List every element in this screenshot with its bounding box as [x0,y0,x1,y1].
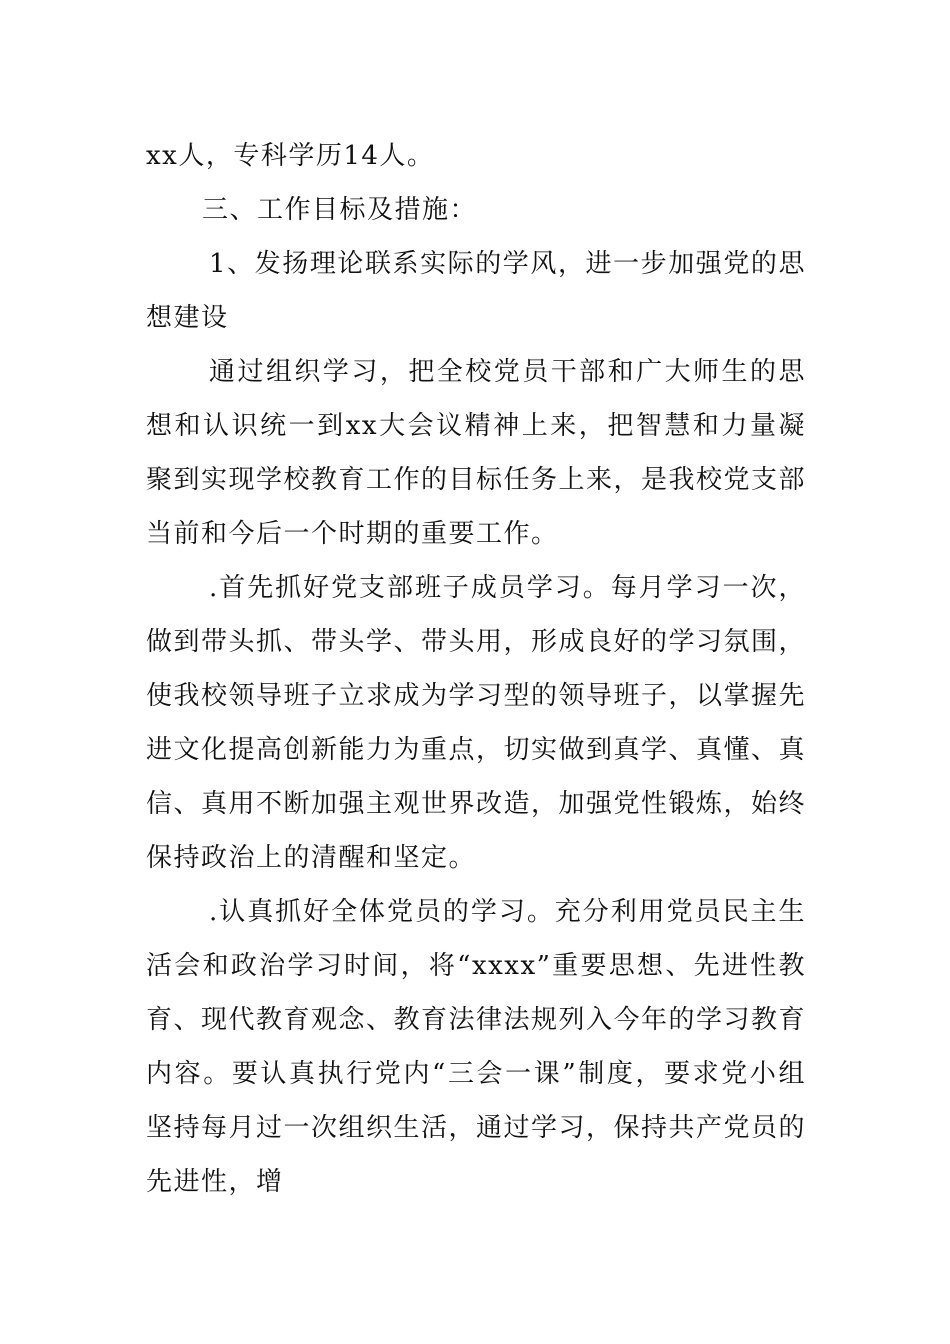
document-body [146,129,806,1209]
page-footer-divider [146,1244,806,1246]
body-paragraph: .首先抓好党支部班子成员学习。每月学习一次，做到带头抓、带头学、带头用，形成良好的学习氛围，使我校领导班子立求成为学习型的领导班子，以掌握先进文化提高创新能力为重点，切实做到真学、真懂、真信、真用不断加强主观世界改造，加强党性锻炼，始终保持政治上的清醒和坚定。 [146,573,807,873]
numbered-item-heading: 1、发扬理论联系实际的学风，进一步加强党的思想建设 [146,249,806,333]
body-paragraph: .认真抓好全体党员的学习。充分利用党员民主生活会和政治学习时间，将“xxxx”重要思想、先进性教育、现代教育观念、教育法律法规列入今年的学习教育内容。要认真执行党内“三会一课”制度，要求党小组坚持每月过一次组织生活，通过学习，保持共产党员的先进性，增 [146,897,807,1197]
section-heading: 三、工作目标及措施： [202,195,478,225]
paragraph-continuation: xx人，专科学历14人。 [146,141,435,171]
body-paragraph: 通过组织学习，把全校党员干部和广大师生的思想和认识统一到xx大会议精神上来，把智慧和力量凝聚到实现学校教育工作的目标任务上来，是我校党支部当前和今后一个时期的重要工作。 [146,357,807,549]
